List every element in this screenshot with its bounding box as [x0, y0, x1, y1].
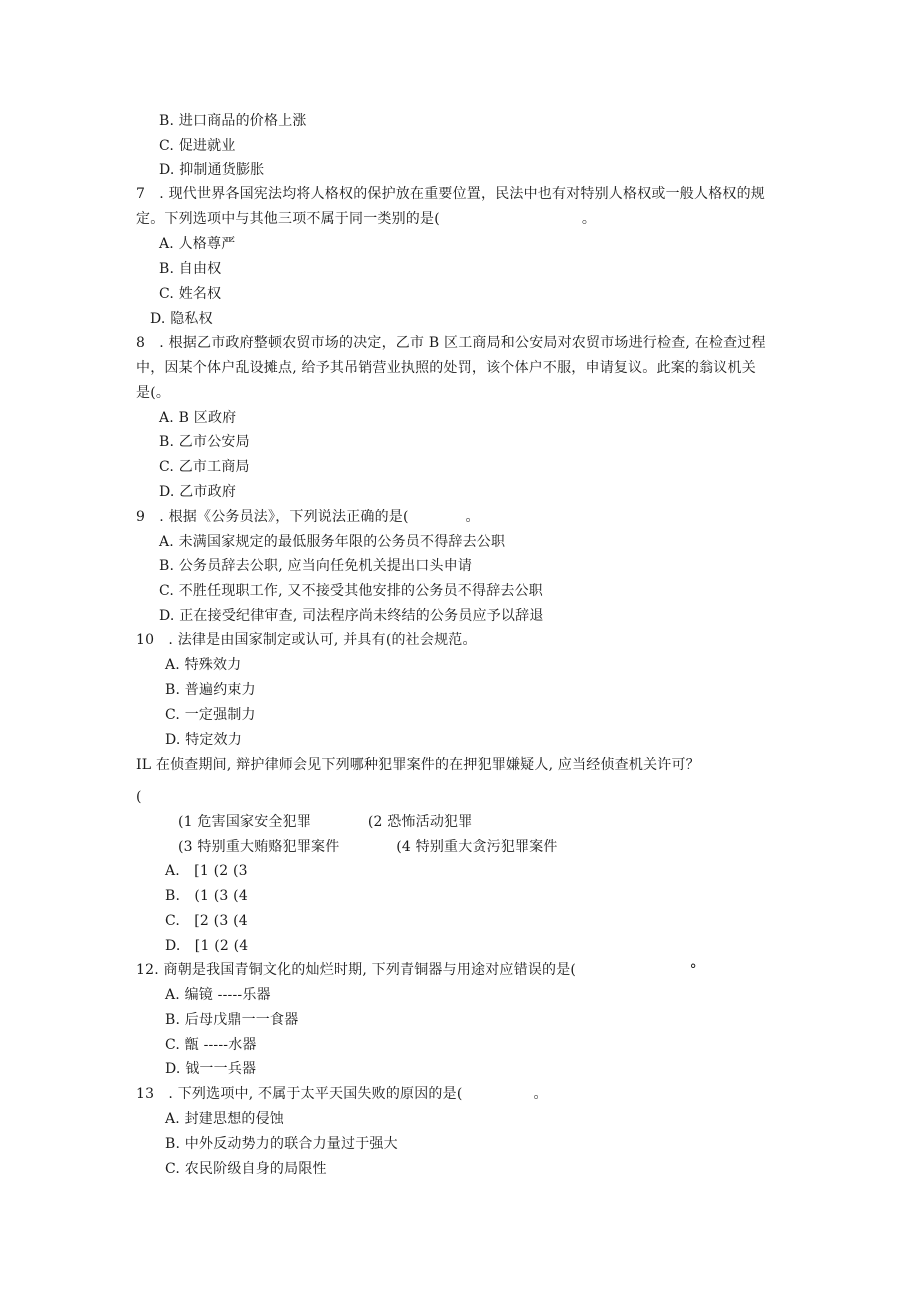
text-line: B. 普遍约束力 — [165, 682, 256, 698]
text-line: 8 . 根据乙市政府整顿农贸市场的决定，乙市 B 区工商局和公安局对农贸市场进行检查, 在检查过程 — [136, 335, 766, 351]
text-line: IL 在侦查期间, 辩护律师会见下列哪种犯罪案件的在押犯罪嫌疑人, 应当经侦查机关许可？ — [136, 757, 700, 773]
text-line: 定。下列选项中与其他三项不属于同一类别的是( 。 — [136, 211, 597, 227]
text-line: D. 抑制通货膨胀 — [159, 162, 265, 178]
text-line: B. 公务员辞去公职, 应当向任免机关提出口头申请 — [159, 558, 473, 574]
text-line: C. 甑 -----水器 — [165, 1037, 257, 1053]
text-line: D. 乙市政府 — [159, 484, 237, 500]
text-line: 是(。 — [136, 385, 171, 401]
text-line: B. 中外反动势力的联合力量过于强大 — [165, 1136, 398, 1152]
text-line: A. 编镜 -----乐器 — [165, 987, 271, 1003]
text-line: ( — [136, 789, 142, 805]
text-line: D. [1 (2 (4 — [165, 938, 249, 954]
text-line: A. 封建思想的侵蚀 — [165, 1111, 285, 1127]
text-line: C. 促进就业 — [159, 138, 236, 154]
text-line: B. 后母戊鼎一一食器 — [165, 1012, 299, 1028]
text-line: C. 不胜任现职工作, 又不接受其他安排的公务员不得辞去公职 — [159, 583, 544, 599]
text-line: D. 钺一一兵器 — [165, 1061, 257, 1077]
text-line: A. B 区政府 — [159, 410, 237, 426]
text-line: A. 人格尊严 — [159, 236, 236, 252]
text-line: 12. 商朝是我国青铜文化的灿烂时期, 下列青铜器与用途对应错误的是( ° — [136, 962, 697, 978]
text-line: (3 特别重大贿赂犯罪案件 (4 特别重大贪污犯罪案件 — [178, 839, 558, 855]
text-line: 13 . 下列选项中, 不属于太平天国失败的原因的是( 。 — [136, 1086, 548, 1102]
text-line: 7 . 现代世界各国宪法均将人格权的保护放在重要位置，民法中也有对特别人格权或一般人格权的规 — [136, 186, 766, 202]
text-line: A. [1 (2 (3 — [165, 863, 248, 879]
text-line: (1 危害国家安全犯罪 (2 恐怖活动犯罪 — [178, 814, 473, 830]
text-line: A. 未满国家规定的最低服务年限的公务员不得辞去公职 — [159, 534, 506, 550]
text-line: C. 一定强制力 — [165, 707, 256, 723]
text-line: C. 农民阶级自身的局限性 — [165, 1161, 327, 1177]
text-line: 9 . 根据《公务员法》，下列说法正确的是( 。 — [136, 509, 480, 525]
text-line: C. 乙市工商局 — [159, 459, 250, 475]
text-line: A. 特殊效力 — [165, 657, 242, 673]
text-line: B. 自由权 — [159, 261, 222, 277]
text-line: D. 特定效力 — [165, 732, 243, 748]
text-line: D. 隐私权 — [150, 311, 213, 327]
text-line: B. (1 (3 (4 — [165, 888, 248, 904]
text-line: D. 正在接受纪律审查, 司法程序尚未终结的公务员应予以辞退 — [159, 608, 544, 624]
text-line: B. 乙市公安局 — [159, 434, 250, 450]
text-line: 中，因某个体户乱设摊点, 给予其吊销营业执照的处罚，该个体户不服，申请复议。此案的翁议机关 — [136, 360, 756, 376]
text-line: C. 姓名权 — [159, 286, 222, 302]
text-line: 10 . 法律是由国家制定或认可, 并具有(的社会规范。 — [136, 632, 477, 648]
text-line: B. 进口商品的价格上涨 — [159, 113, 307, 129]
text-line: C. [2 (3 (4 — [165, 913, 248, 929]
